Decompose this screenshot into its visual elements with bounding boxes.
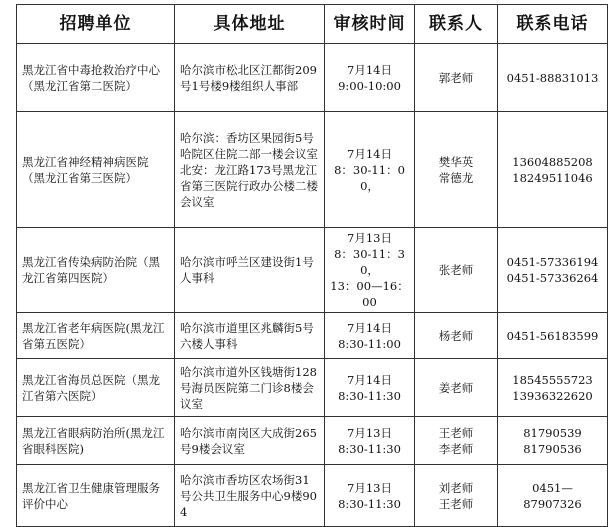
- phone-number: 0451-57336194: [506, 255, 599, 269]
- phone-cell: [498, 112, 608, 228]
- unit-cell: 黑龙江省卫生健康管理服务评价中心: [17, 465, 175, 527]
- table-row: [17, 44, 608, 112]
- recruitment-table: [16, 4, 608, 527]
- phone-cell: [498, 465, 608, 527]
- phone-number: 81790536: [523, 441, 582, 456]
- phone-cell: [498, 359, 608, 417]
- address-line: 哈尔滨市道里区兆麟街5号六楼人事科: [180, 320, 314, 351]
- phone-number: 81790539: [523, 425, 582, 440]
- address-line: 哈尔滨市香坊区农场街31号公共卫生服务中心9楼904: [180, 472, 317, 519]
- time-line: 7月14日: [347, 146, 392, 161]
- address-cell: [175, 228, 325, 313]
- address-cell: [175, 313, 325, 359]
- contact-name: 张老师: [438, 263, 474, 277]
- header-time: 审核时间: [325, 5, 415, 44]
- contact-cell: [415, 417, 498, 465]
- time-cell: [325, 44, 415, 112]
- time-cell: [325, 359, 415, 417]
- contact-name: 郭老师: [438, 70, 474, 85]
- phone-number: 13604885208: [512, 154, 593, 169]
- phone-number: 18545555723: [512, 372, 593, 387]
- phone-number: 87907326: [523, 496, 582, 511]
- contact-cell: [415, 359, 498, 417]
- time-line: 8:30-11:30: [338, 496, 401, 511]
- time-cell: [325, 465, 415, 527]
- phone-number: 18249511046: [512, 170, 593, 185]
- time-line: 7月14日: [347, 320, 392, 335]
- address-line: 哈尔滨市道外区钱塘街128号海员医院第二门诊8楼会议室: [180, 364, 317, 411]
- header-unit: 招聘单位: [17, 5, 175, 44]
- phone-number: 0451-88831013: [506, 70, 599, 85]
- contact-name: 樊华英: [438, 154, 474, 169]
- time-line: 8:30-11:00: [338, 336, 401, 351]
- time-cell: [325, 313, 415, 359]
- unit-cell: 黑龙江省中毒抢救治疗中心（黑龙江省第二医院）: [17, 44, 175, 112]
- time-line: 8:30-11:30: [338, 388, 401, 403]
- unit-cell: 黑龙江省海员总医院（黑龙江省第六医院）: [17, 359, 175, 417]
- unit-cell: 黑龙江省传染病防治院（黑龙江省第四医院）: [17, 228, 175, 313]
- time-cell: [325, 417, 415, 465]
- time-line: 9:00-10:00: [338, 78, 401, 93]
- address-line: 哈尔滨市南岗区大成街265号9楼会议室: [180, 425, 317, 456]
- contact-name: 李老师: [438, 441, 474, 456]
- address-cell: [175, 465, 325, 527]
- table-row: [17, 417, 608, 465]
- time-line: 8：30-11：00，: [334, 162, 405, 193]
- table-row: [17, 228, 608, 313]
- phone-number: 13936322620: [512, 388, 593, 403]
- phone-cell: [498, 228, 608, 313]
- contact-name: 王老师: [438, 496, 474, 511]
- time-cell: [325, 112, 415, 228]
- address-cell: [175, 359, 325, 417]
- contact-name: 姜老师: [438, 380, 474, 395]
- contact-cell: [415, 228, 498, 313]
- unit-cell: 黑龙江省老年病医院(黑龙江省第五医院）: [17, 313, 175, 359]
- address-line: 哈尔滨：香坊区果园街5号哈院区住院二部一楼会议室: [180, 130, 318, 161]
- phone-number: 0451-56183599: [506, 328, 599, 343]
- contact-cell: [415, 112, 498, 228]
- time-cell: [325, 228, 415, 313]
- table-row: [17, 112, 608, 228]
- address-line: 哈尔滨市呼兰区建设街1号人事科: [180, 255, 314, 285]
- time-line: 8:30-11:30: [338, 441, 401, 456]
- time-line: 7月14日: [347, 372, 392, 387]
- time-line: 13：00—16：00: [330, 279, 409, 309]
- header-row: [17, 5, 608, 44]
- address-line: 哈尔滨市松北区江都街209号1号楼9楼组织人事部: [180, 62, 317, 93]
- unit-cell: 黑龙江省眼病防治所(黑龙江省眼科医院): [17, 417, 175, 465]
- header-address: 具体地址: [175, 5, 325, 44]
- header-phone: 联系电话: [498, 5, 608, 44]
- address-cell: [175, 417, 325, 465]
- time-line: 7月14日: [347, 62, 392, 77]
- time-line: 7月13日: [347, 480, 392, 495]
- table-row: [17, 313, 608, 359]
- phone-cell: [498, 417, 608, 465]
- time-line: 7月13日: [347, 231, 392, 245]
- address-line: 北安：龙江路173号黑龙江省第三医院行政办公楼二楼会议室: [180, 162, 318, 209]
- table-row: [17, 359, 608, 417]
- address-cell: [175, 112, 325, 228]
- contact-cell: [415, 465, 498, 527]
- contact-name: 刘老师: [438, 480, 474, 495]
- contact-name: 常德龙: [438, 170, 474, 185]
- phone-cell: [498, 44, 608, 112]
- phone-cell: [498, 313, 608, 359]
- time-line: 7月13日: [347, 425, 392, 440]
- contact-name: 王老师: [438, 425, 474, 440]
- table-row: [17, 465, 608, 527]
- unit-cell: 黑龙江省神经精神病医院（黑龙江省第三医院）: [17, 112, 175, 228]
- contact-cell: [415, 44, 498, 112]
- phone-number: 0451—: [532, 480, 573, 495]
- time-line: 8：30-11：30，: [334, 247, 405, 277]
- contact-name: 杨老师: [438, 328, 474, 343]
- phone-number: 0451-57336264: [506, 271, 599, 285]
- address-cell: [175, 44, 325, 112]
- contact-cell: [415, 313, 498, 359]
- header-contact: 联系人: [415, 5, 498, 44]
